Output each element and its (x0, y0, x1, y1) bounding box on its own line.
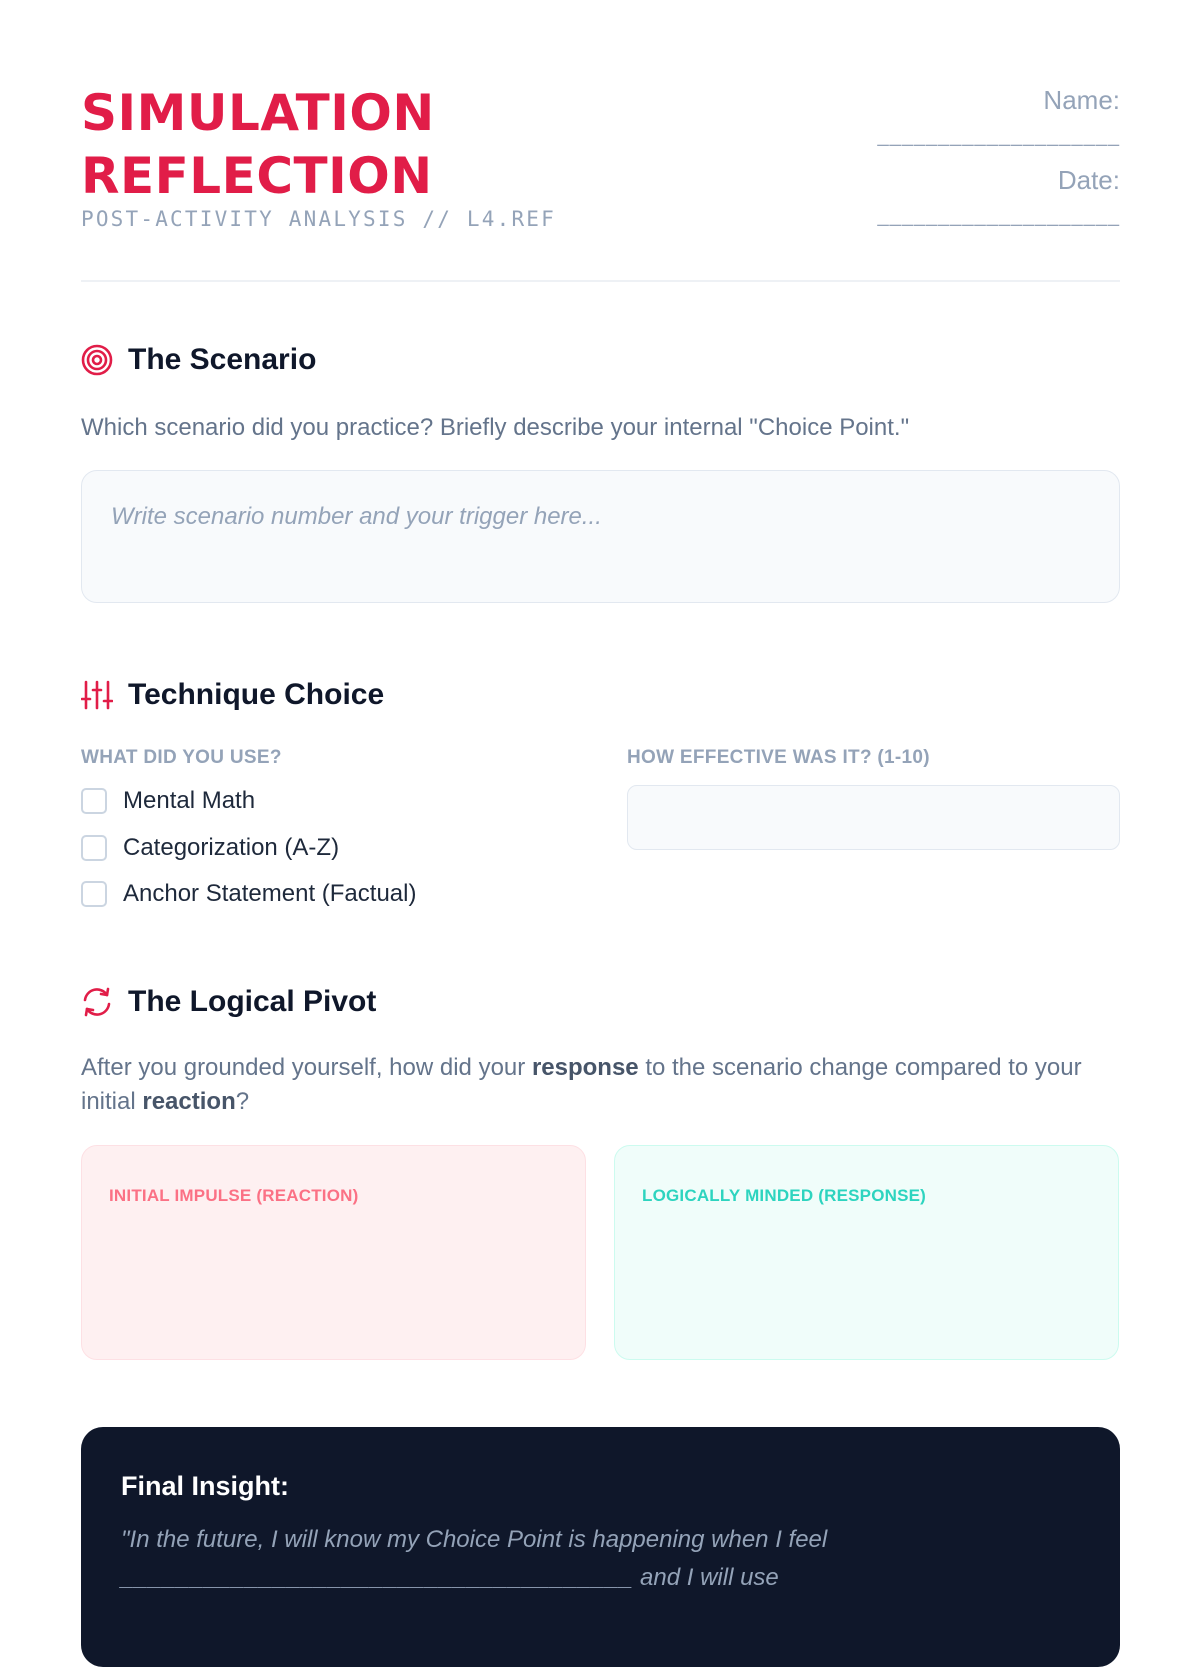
target-icon (81, 344, 113, 376)
page-title (81, 82, 681, 208)
date-field[interactable]: ____________________ (877, 205, 1120, 227)
reaction-box[interactable] (81, 1145, 586, 1360)
technique-heading-text: Technique Choice (128, 678, 385, 711)
pivot-prompt-part: ? (235, 1088, 250, 1115)
insight-quote-line-2 (121, 1559, 827, 1597)
pivot-prompt-bold: reaction (142, 1088, 236, 1115)
option-mental-math[interactable] (81, 787, 255, 815)
insight-quote-line-1: "In the future, I will know my Choice Point is happening when I feel (121, 1526, 828, 1553)
response-box[interactable] (614, 1145, 1119, 1360)
header-divider (81, 280, 1120, 282)
title-line-1: SIMULATION (81, 84, 435, 142)
reaction-label: INITIAL IMPULSE (REACTION) (109, 1186, 359, 1205)
name-field[interactable]: ____________________ (877, 125, 1120, 147)
pivot-prompt-bold: response (531, 1054, 639, 1081)
pivot-prompt (81, 1051, 1120, 1119)
option-label: Categorization (A-Z) (123, 834, 340, 861)
pivot-heading (81, 985, 376, 1019)
date-label: Date: (1057, 165, 1120, 195)
scenario-heading-text: The Scenario (128, 343, 317, 376)
option-label: Mental Math (123, 787, 256, 814)
scenario-prompt: Which scenario did you practice? Briefly describe your internal "Choice Point." (81, 414, 910, 441)
checkbox[interactable] (81, 835, 107, 861)
insight-quote (121, 1521, 827, 1597)
pivot-prompt-part: to the scenario change compared to your initial (81, 1054, 1082, 1115)
pivot-prompt-part: After you grounded yourself, how did your (81, 1054, 532, 1081)
pivot-heading-text: The Logical Pivot (128, 985, 377, 1018)
refresh-icon (81, 986, 113, 1018)
page-subtitle: POST-ACTIVITY ANALYSIS // L4.REF (81, 207, 556, 231)
checkbox[interactable] (81, 881, 107, 907)
name-label: Name: (1043, 85, 1120, 115)
insight-quote-end: and I will use (633, 1564, 779, 1591)
technique-used-label: WHAT DID YOU USE? (81, 747, 282, 768)
title-line-2: REFLECTION (81, 147, 433, 205)
insight-heading: Final Insight: (121, 1471, 289, 1501)
option-label: Anchor Statement (Factual) (123, 880, 417, 907)
effectiveness-label: HOW EFFECTIVE WAS IT? (1-10) (627, 747, 930, 768)
effectiveness-input[interactable] (627, 785, 1120, 850)
scenario-placeholder: Write scenario number and your trigger here... (111, 503, 602, 530)
checkbox[interactable] (81, 788, 107, 814)
response-label: LOGICALLY MINDED (RESPONSE) (642, 1186, 927, 1205)
option-categorization[interactable] (81, 834, 339, 862)
final-insight-card (81, 1427, 1120, 1667)
sliders-icon (81, 679, 113, 711)
scenario-heading (81, 343, 316, 377)
insight-blank[interactable]: _____________________________________ (121, 1564, 634, 1591)
scenario-textarea[interactable] (81, 470, 1120, 603)
technique-heading (81, 678, 384, 712)
option-anchor-statement[interactable] (81, 880, 416, 908)
